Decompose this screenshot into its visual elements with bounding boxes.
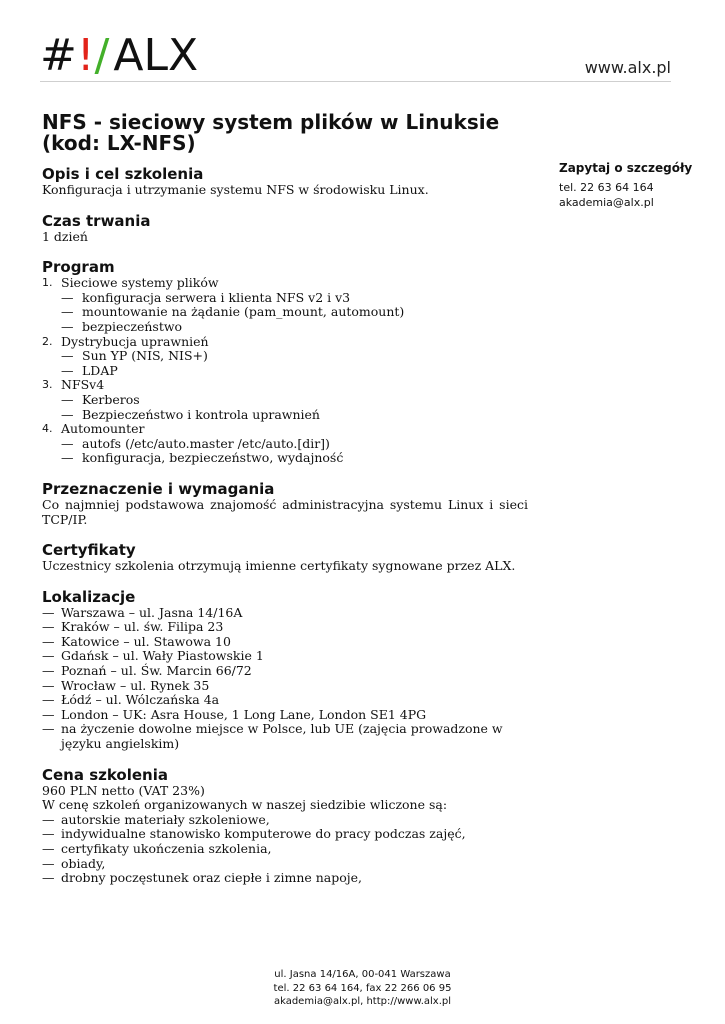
duration-section: [42, 213, 528, 245]
certificates-section: [42, 542, 528, 574]
course-title-line2: (kod: LX-NFS): [42, 131, 196, 155]
price-include-item-label: certyfikaty ukończenia szkolenia,: [61, 841, 272, 856]
dash-bullet: —: [42, 663, 55, 679]
program-item: [42, 422, 528, 437]
dash-bullet: —: [42, 721, 55, 737]
dash-bullet: —: [61, 391, 74, 407]
duration-text: 1 dzień: [42, 228, 88, 244]
program-subitem-label: Kerberos: [82, 391, 140, 407]
program-item: [42, 276, 528, 291]
page-footer: [0, 968, 725, 1009]
price-include-item: [42, 842, 528, 857]
dash-bullet: —: [61, 362, 74, 378]
contact-email-link[interactable]: akademia@alx.pl: [559, 196, 654, 209]
dash-bullet: —: [42, 706, 55, 722]
location-item: [42, 693, 528, 708]
dash-bullet: —: [42, 692, 55, 708]
price-include-item-label: indywidualne stanowisko komputerowe do pracy podczas zajęć,: [61, 826, 466, 842]
location-item: [42, 664, 528, 679]
dash-bullet: —: [61, 289, 74, 305]
program-item-number: 1.: [42, 276, 53, 290]
location-item: [42, 606, 528, 621]
price-include-item-label: obiady,: [61, 855, 106, 871]
price-intro: W cenę szkoleń organizowanych w naszej siedzibie wliczone są:: [42, 797, 448, 813]
program-subitem-label: konfiguracja, bezpieczeństwo, wydajność: [82, 450, 344, 466]
program-item: [42, 335, 528, 350]
dash-bullet: —: [61, 304, 74, 320]
price-heading: Cena szkolenia: [42, 765, 168, 784]
dash-bullet: —: [42, 811, 55, 827]
program-subitem-label: Sun YP (NIS, NIS+): [82, 348, 208, 364]
location-item-label: Wrocław – ul. Rynek 35: [61, 677, 210, 693]
dash-bullet: —: [42, 870, 55, 886]
location-item: [42, 635, 528, 650]
program-subitem-label: autofs (/etc/auto.master /etc/auto.[dir]): [82, 435, 330, 451]
logo-name: ALX: [113, 30, 199, 81]
program-item-label: Sieciowe systemy plików: [61, 275, 219, 291]
program-subitem-label: LDAP: [82, 362, 118, 378]
course-title: [42, 112, 528, 154]
program-subitem: [42, 291, 528, 306]
program-item-number: 2.: [42, 334, 53, 348]
dash-bullet: —: [42, 841, 55, 856]
price-include-item: [42, 871, 528, 886]
dash-bullet: —: [61, 406, 74, 422]
logo-slash: /: [94, 30, 110, 81]
location-item: [42, 722, 528, 751]
location-item-label: Kraków – ul. św. Filipa 23: [61, 619, 224, 635]
locations-section: [42, 589, 528, 752]
contact-box: [559, 161, 719, 210]
location-item: [42, 649, 528, 664]
program-subitem-label: bezpieczeństwo: [82, 318, 183, 334]
logo-bang: !: [76, 30, 95, 81]
certificates-heading: Certyfikaty: [42, 541, 136, 560]
dash-bullet: —: [42, 677, 55, 693]
location-item-label: Gdańsk – ul. Wały Piastowskie 1: [61, 648, 264, 664]
description-heading: Opis i cel szkolenia: [42, 165, 204, 183]
dash-bullet: —: [61, 450, 74, 466]
program-subitem: [42, 364, 528, 379]
price-include-item: [42, 827, 528, 842]
program-subitem-label: Bezpieczeństwo i kontrola uprawnień: [82, 406, 320, 422]
program-item-number: 3.: [42, 378, 53, 392]
footer-address: ul. Jasna 14/16A, 00-041 Warszawa: [274, 969, 451, 980]
price-include-item: [42, 857, 528, 872]
program-item-label: NFSv4: [61, 377, 105, 393]
program-subitem: [42, 437, 528, 452]
requirements-heading: Przeznaczenie i wymagania: [42, 479, 275, 498]
program-subitem: [42, 408, 528, 423]
contact-phone: tel. 22 63 64 164: [559, 181, 654, 194]
price-includes-list: [42, 813, 528, 886]
program-section: [42, 259, 528, 466]
footer-web: akademia@alx.pl, http://www.alx.pl: [273, 996, 452, 1007]
program-item: [42, 378, 528, 393]
contact-heading: Zapytaj o szczegóły: [559, 161, 693, 175]
location-item: [42, 708, 528, 723]
location-item-label: na życzenie dowolne miejsce w Polsce, lub UE (zajęcia prowadzone w języku angielskim): [61, 721, 503, 752]
program-subitem: [42, 320, 528, 335]
program-subitem-label: konfiguracja serwera i klienta NFS v2 i v3: [82, 289, 351, 305]
program-subitem: [42, 305, 528, 320]
location-item-label: Łódź – ul. Wólczańska 4a: [61, 692, 220, 708]
requirements-text: Co najmniej podstawowa znajomość administracyjna systemu Linux i sieci TCP/IP.: [42, 496, 528, 527]
dash-bullet: —: [42, 855, 55, 871]
program-item-label: Dystrybucja uprawnień: [61, 333, 209, 349]
course-title-line1: NFS - sieciowy system plików w Linuksie: [42, 110, 500, 134]
dash-bullet: —: [42, 619, 55, 635]
program-item-number: 4.: [42, 422, 53, 436]
location-item-label: Katowice – ul. Stawowa 10: [61, 633, 231, 649]
location-item: [42, 679, 528, 694]
dash-bullet: —: [61, 348, 74, 364]
dash-bullet: —: [42, 604, 55, 620]
location-item: [42, 620, 528, 635]
site-url-link[interactable]: www.alx.pl: [584, 58, 671, 77]
dash-bullet: —: [42, 826, 55, 842]
program-heading: Program: [42, 258, 115, 277]
price-include-item: [42, 813, 528, 828]
locations-list: [42, 606, 528, 752]
certificates-text: Uczestnicy szkolenia otrzymują imienne certyfikaty sygnowane przez ALX.: [42, 558, 516, 574]
location-item-label: Poznań – ul. Św. Marcin 66/72: [61, 663, 252, 679]
dash-bullet: —: [42, 633, 55, 649]
description-section: [42, 166, 528, 198]
program-subitem: [42, 349, 528, 364]
price-section: [42, 767, 528, 886]
dash-bullet: —: [42, 648, 55, 664]
logo-hash: #: [40, 30, 77, 81]
program-subitem: [42, 393, 528, 408]
price-amount: 960 PLN netto (VAT 23%): [42, 782, 205, 798]
footer-contact: tel. 22 63 64 164, fax 22 266 06 95: [273, 982, 452, 994]
program-subitem-label: mountowanie na żądanie (pam_mount, automount): [82, 304, 405, 320]
location-item-label: Warszawa – ul. Jasna 14/16A: [61, 604, 243, 620]
locations-heading: Lokalizacje: [42, 587, 136, 606]
header-divider: [40, 81, 671, 82]
dash-bullet: —: [61, 435, 74, 451]
program-item-label: Automounter: [61, 421, 145, 437]
course-content: [42, 112, 528, 901]
price-include-item-label: drobny poczęstunek oraz ciepłe i zimne napoje,: [61, 870, 363, 886]
alx-logo: [40, 30, 199, 81]
program-subitem: [42, 451, 528, 466]
price-include-item-label: autorskie materiały szkoleniowe,: [61, 811, 270, 827]
dash-bullet: —: [61, 318, 74, 334]
program-list: [42, 276, 528, 466]
location-item-label: London – UK: Asra House, 1 Long Lane, London SE1 4PG: [61, 706, 427, 722]
description-text: Konfiguracja i utrzymanie systemu NFS w środowisku Linux.: [42, 182, 429, 197]
duration-heading: Czas trwania: [42, 211, 151, 230]
requirements-section: [42, 481, 528, 527]
